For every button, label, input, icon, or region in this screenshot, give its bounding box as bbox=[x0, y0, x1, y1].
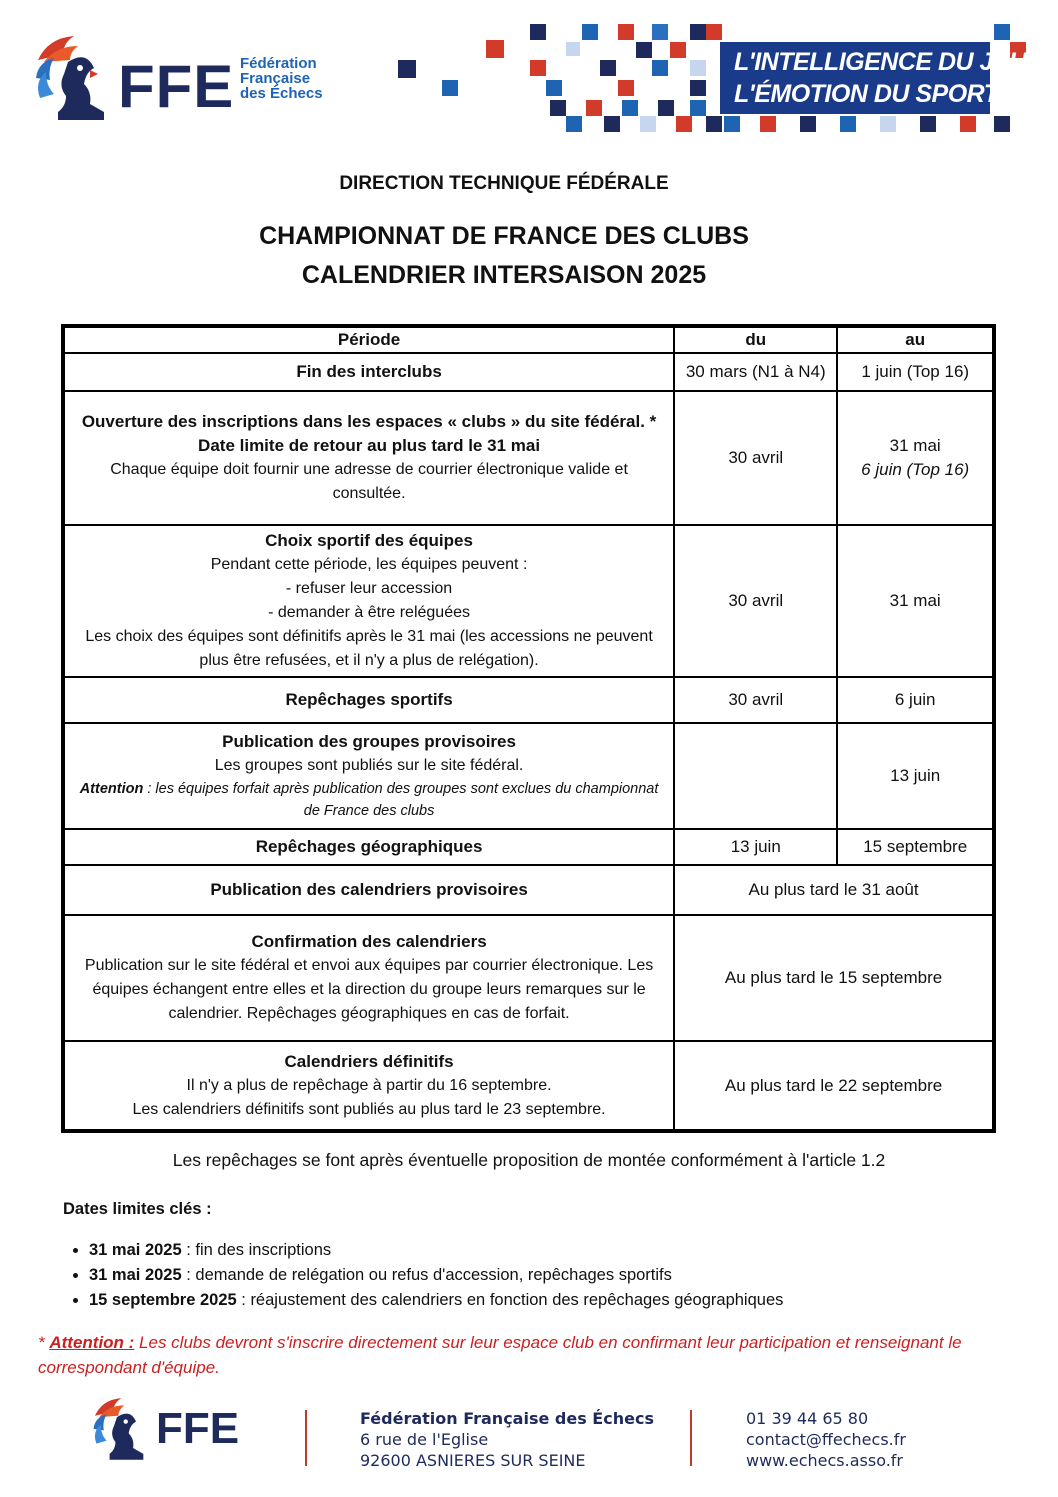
date-from bbox=[674, 723, 837, 829]
rooster-knight-icon bbox=[34, 32, 124, 127]
period-cell bbox=[63, 391, 674, 525]
table-row bbox=[63, 525, 994, 677]
date-to: 31 mai bbox=[837, 525, 994, 677]
table-row bbox=[63, 677, 994, 723]
date-to: 13 juin bbox=[837, 723, 994, 829]
date-from: 13 juin bbox=[674, 829, 837, 865]
period-label: Calendriers définitifs bbox=[284, 1051, 454, 1071]
slogan-banner bbox=[720, 42, 1027, 114]
department-heading: DIRECTION TECHNIQUE FÉDÉRALE bbox=[339, 173, 669, 194]
date-to: 6 juin bbox=[837, 677, 994, 723]
footer-org-name: Fédération Française des Échecs bbox=[360, 1409, 654, 1428]
period-cell bbox=[63, 723, 674, 829]
date-range: Au plus tard le 15 septembre bbox=[674, 915, 994, 1041]
list-item: • 15 septembre 2025 : réajustement des calendriers en fonction des repêchages géographiques bbox=[89, 1288, 783, 1313]
period-label: Publication des calendriers provisoires bbox=[63, 865, 674, 915]
column-header-to: au bbox=[837, 326, 994, 353]
period-description: Pendant cette période, les équipes peuvent : bbox=[210, 556, 528, 573]
period-cell bbox=[63, 525, 674, 677]
document-subtitle: CALENDRIER INTERSAISON 2025 bbox=[301, 261, 707, 289]
period-description: Les choix des équipes sont définitifs après le 31 mai (les accessions ne peuvent plus être refusées, et il n'y a plus de relégation). bbox=[85, 628, 653, 669]
period-description: - demander à être reléguées bbox=[268, 604, 470, 621]
period-deadline: Date limite de retour au plus tard le 31 mai bbox=[198, 436, 541, 455]
list-item: • 31 mai 2025 : demande de relégation ou refus d'accession, repêchages sportifs bbox=[89, 1263, 783, 1288]
logo-ffe-text: FFE bbox=[118, 53, 235, 120]
footer-logo-text: FFE bbox=[156, 1404, 240, 1453]
calendar-table bbox=[61, 324, 996, 1133]
key-dates-heading: Dates limites clés : bbox=[63, 1200, 212, 1218]
list-item: • 31 mai 2025 : fin des inscriptions bbox=[89, 1238, 783, 1263]
document-title: CHAMPIONNAT DE FRANCE DES CLUBS bbox=[259, 222, 749, 250]
period-label: Repêchages géographiques bbox=[63, 829, 674, 865]
table-row bbox=[63, 829, 994, 865]
period-cell bbox=[63, 1041, 674, 1131]
date-range: Au plus tard le 22 septembre bbox=[674, 1041, 994, 1131]
footer-email-link[interactable]: contact@ffechecs.fr bbox=[746, 1430, 906, 1449]
date-to: 31 mai bbox=[889, 436, 941, 455]
period-description: - refuser leur accession bbox=[285, 580, 453, 597]
table-row bbox=[63, 865, 994, 915]
date-from: 30 avril bbox=[674, 391, 837, 525]
footer-address bbox=[360, 1408, 654, 1471]
date-from: 30 avril bbox=[674, 525, 837, 677]
date-to: 1 juin (Top 16) bbox=[837, 353, 994, 391]
date-from: 30 mars (N1 à N4) bbox=[674, 353, 837, 391]
footer-city: 92600 ASNIERES SUR SEINE bbox=[360, 1451, 586, 1470]
date-to: 15 septembre bbox=[837, 829, 994, 865]
key-dates-list bbox=[63, 1238, 783, 1313]
period-label: Choix sportif des équipes bbox=[265, 531, 473, 550]
table-row bbox=[63, 353, 994, 391]
banner-line-1: L'INTELLIGENCE DU JEU bbox=[734, 48, 1027, 76]
period-label: Confirmation des calendriers bbox=[251, 932, 487, 951]
period-description: Il n'y a plus de repêchage à partir du 16 septembre. bbox=[186, 1076, 552, 1094]
period-cell bbox=[63, 915, 674, 1041]
period-description: Chaque équipe doit fournir une adresse de courrier électronique valide et consultée. bbox=[110, 461, 628, 502]
repechage-note: Les repêchages se font après éventuelle proposition de montée conformément à l'article 1.2 bbox=[172, 1150, 886, 1170]
attention-note: Attention : les équipes forfait après publication des groupes sont exclues du championnat de France des clubs bbox=[79, 781, 659, 819]
date-to-cell bbox=[837, 391, 994, 525]
column-header-from: du bbox=[674, 326, 837, 353]
table-row bbox=[63, 915, 994, 1041]
footer-divider bbox=[305, 1410, 307, 1466]
period-label: Fin des interclubs bbox=[63, 353, 674, 391]
date-to-note: 6 juin (Top 16) bbox=[861, 460, 970, 479]
ffe-logo bbox=[34, 32, 344, 127]
period-label: Ouverture des inscriptions dans les espaces « clubs » du site fédéral. * bbox=[81, 412, 657, 431]
date-range: Au plus tard le 31 août bbox=[674, 865, 994, 915]
footer-street: 6 rue de l'Eglise bbox=[360, 1430, 489, 1449]
footer-logo bbox=[92, 1390, 262, 1470]
footer-contact bbox=[746, 1408, 906, 1471]
rooster-knight-icon bbox=[92, 1390, 158, 1470]
logo-subtitle: Fédération Française des Échecs bbox=[240, 55, 323, 102]
footer-divider bbox=[690, 1410, 692, 1466]
attention-footnote: * Attention : Les clubs devront s'inscrire directement sur leur espace club en confirmant leur participation et renseignant le correspondant d'équipe. bbox=[38, 1333, 962, 1377]
table-header-row bbox=[63, 326, 994, 353]
footer-phone: 01 39 44 65 80 bbox=[746, 1409, 869, 1428]
table-row bbox=[63, 723, 994, 829]
period-label: Publication des groupes provisoires bbox=[222, 732, 516, 751]
column-header-period: Période bbox=[63, 326, 674, 353]
date-from: 30 avril bbox=[674, 677, 837, 723]
period-label: Repêchages sportifs bbox=[63, 677, 674, 723]
table-row bbox=[63, 1041, 994, 1131]
period-description: Les calendriers définitifs sont publiés au plus tard le 23 septembre. bbox=[132, 1100, 606, 1118]
period-description: Les groupes sont publiés sur le site fédéral. bbox=[214, 757, 524, 774]
footer-website-link[interactable]: www.echecs.asso.fr bbox=[746, 1451, 903, 1470]
period-description: Publication sur le site fédéral et envoi aux équipes par courrier électronique. Les équipes échangent entre elles et la direction du groupe leurs remarques sur le calendrier. Repêchages géographiques en cas de forfait. bbox=[84, 957, 654, 1022]
table-row bbox=[63, 391, 994, 525]
banner-line-2: L'ÉMOTION DU SPORT bbox=[734, 80, 999, 108]
